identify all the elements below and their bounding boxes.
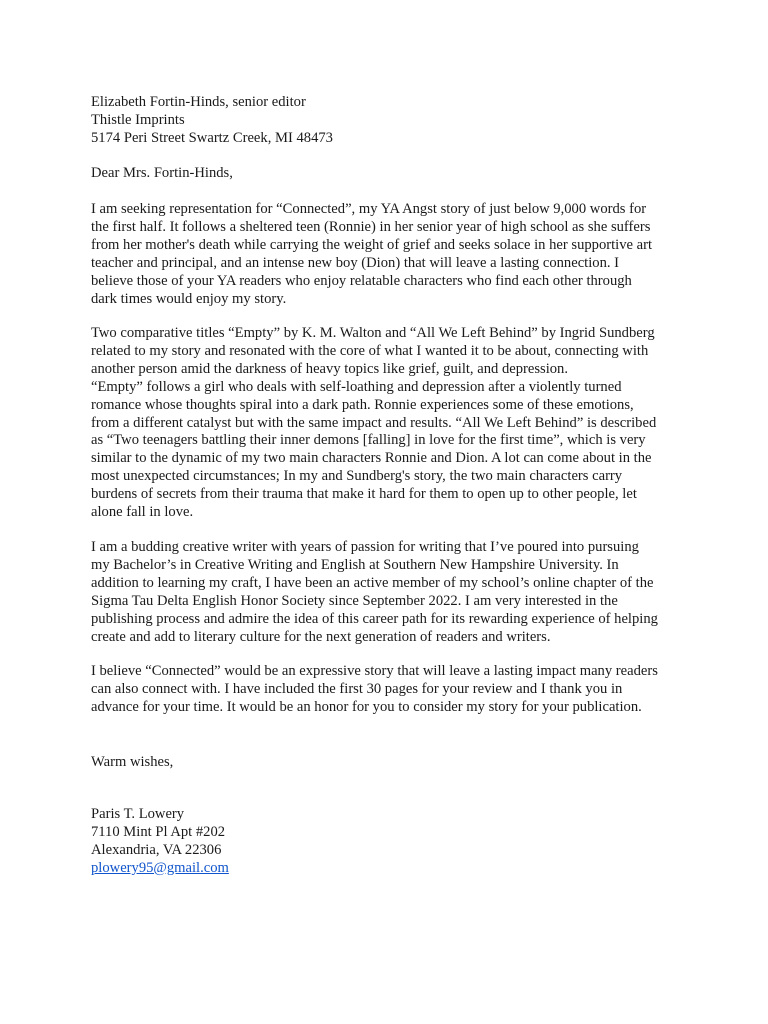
paragraph-line: romance whose thoughts spiral into a dark path. Ronnie experiences some of these emotions,: [91, 396, 634, 413]
paragraph-line: “Empty” follows a girl who deals with self-loathing and depression after a violently turned: [91, 378, 622, 395]
paragraph-line: create and add to literary culture for the next generation of readers and writers.: [91, 628, 551, 645]
salutation: [91, 165, 691, 183]
paragraph-line: burdens of secrets from their trauma that make it hard for them to open up to other people, let: [91, 486, 637, 503]
paragraph-line: another person amid the darkness of heavy topics like grief, guilt, and depression.: [91, 360, 569, 377]
signature-address-line1: 7110 Mint Pl Apt #202: [91, 823, 226, 840]
paragraph-2: [91, 325, 691, 522]
paragraph-1: [91, 201, 691, 308]
paragraph-line: the first half. It follows a sheltered teen (Ronnie) in her senior year of high school as she suffers: [91, 218, 651, 235]
paragraph-line: I am seeking representation for “Connected”, my YA Angst story of just below 9,000 words for: [91, 201, 647, 217]
closing: [91, 754, 691, 772]
recipient-company: Thistle Imprints: [91, 111, 185, 128]
paragraph-line: my Bachelor’s in Creative Writing and English at Southern New Hampshire University. In: [91, 556, 619, 573]
paragraph-line: alone fall in love.: [91, 504, 194, 521]
paragraph-line: I believe “Connected” would be an expressive story that will leave a lasting impact many readers: [91, 663, 658, 679]
paragraph-4: [91, 663, 691, 717]
paragraph-line: from a different catalyst but with the same impact and results. “All We Left Behind” is described: [91, 414, 657, 431]
paragraph-line: I am a budding creative writer with years of passion for writing that I’ve poured into pursuing: [91, 539, 639, 555]
paragraph-line: dark times would enjoy my story.: [91, 290, 287, 307]
signature-block: [91, 806, 691, 878]
signature-email-line: [91, 860, 691, 878]
email-link[interactable]: plowery95@gmail.com: [91, 859, 229, 876]
paragraph-3: [91, 539, 691, 646]
paragraph-line: believe those of your YA readers who enjoy relatable characters who find each other through: [91, 272, 632, 289]
paragraph-line: related to my story and resonated with the core of what I wanted it to be about, connecting with: [91, 342, 649, 359]
salutation-text: Dear Mrs. Fortin-Hinds,: [91, 165, 233, 181]
signature-address-line2: Alexandria, VA 22306: [91, 841, 222, 858]
paragraph-line: most unexpected circumstances; In my and Sundberg's story, the two main characters carry: [91, 468, 623, 485]
paragraph-line: from her mother's death while carrying the weight of grief and seeks solace in her supportive art: [91, 236, 653, 253]
recipient-name: Elizabeth Fortin-Hinds, senior editor: [91, 94, 306, 110]
closing-text: Warm wishes,: [91, 754, 174, 770]
paragraph-line: addition to learning my craft, I have been an active member of my school’s online chapter of the: [91, 574, 654, 591]
paragraph-line: can also connect with. I have included the first 30 pages for your review and I thank you in: [91, 680, 623, 697]
paragraph-line: Sigma Tau Delta English Honor Society since September 2022. I am very interested in the: [91, 592, 618, 609]
paragraph-line: similar to the dynamic of my two main characters Ronnie and Dion. A lot can come about in the: [91, 450, 652, 467]
recipient-address: [91, 94, 691, 148]
recipient-street: 5174 Peri Street Swartz Creek, MI 48473: [91, 129, 333, 146]
paragraph-line: publishing process and admire the idea of this career path for its rewarding experience of helping: [91, 610, 658, 627]
paragraph-line: teacher and principal, and an intense new boy (Dion) that will leave a lasting connection. I: [91, 254, 620, 271]
paragraph-line: Two comparative titles “Empty” by K. M. Walton and “All We Left Behind” by Ingrid Sundberg: [91, 325, 655, 341]
signature-name: Paris T. Lowery: [91, 806, 185, 822]
paragraph-line: as “Two teenagers battling their inner demons [falling] in love for the first time”, which is very: [91, 432, 646, 449]
paragraph-line: advance for your time. It would be an honor for you to consider my story for your publication.: [91, 698, 642, 715]
